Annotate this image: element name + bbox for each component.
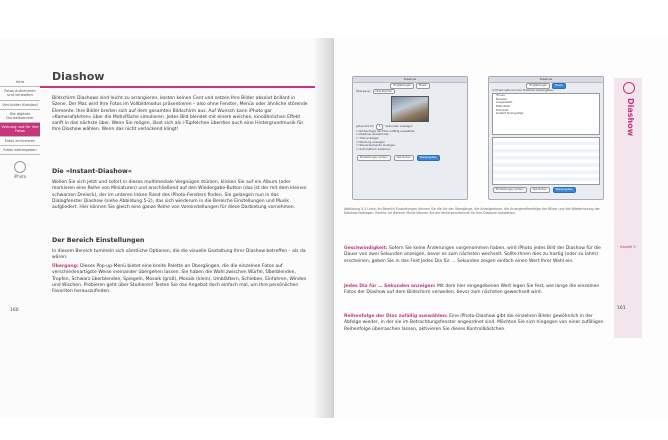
- music-source-item: Bibliothek: [496, 103, 510, 108]
- option-row: ☐ Steuerelemente anzeigen: [356, 143, 396, 148]
- music-source-item: Podcasts: [496, 107, 509, 112]
- tab-einstellungen: Einstellungen: [390, 83, 414, 89]
- sidebar-item-active: Verbung und für ihre Fotos: [0, 123, 40, 136]
- option-row: ☐ Diashow wiederholen: [356, 132, 390, 137]
- screenshot-settings: Diashow Einstellungen Musik Übergang: Überblenden Jedes Dia für 2 Sekunden anzeigen ☐ Reihenfolge der Dias zufällig auswählen ☐ Diashow wiederholen ☐ Titel anzeigen ☐ Wertung anzeigen ☐ Steuerelemente anzeigen ☐ Automatisch skalieren Einstellungen sichern Abbrechen Wiedergeben: [352, 76, 468, 200]
- transition-preview-image: [391, 96, 429, 122]
- dauer-term: Jedes Dia für … Sekunden anzeigen:: [344, 284, 436, 289]
- left-sidebar: [0, 38, 40, 408]
- reihenfolge-item: [344, 314, 606, 333]
- figure-caption: Abbildung 5-2 Links: Im Bereich Einstellungen können Sie die Art der Übergänge, die Anzeigedauer, die Anzeigereihenfolge der Bilder und die Wiederholung der Diashow festlegen. Rechts: Im Bereich Musik können Sie die Hintergrundmusik für Ihre Diashow auswählen.: [344, 207, 600, 216]
- transition-label: Übergang:: [356, 88, 371, 93]
- chapter-tab-title: Diashow: [626, 98, 635, 137]
- left-page: [0, 38, 334, 418]
- dauer-text: Mit dem hier eingegebenen Wert legen Sie fest, wie lange die einzelnen Fotos der Diashow auf dem Bildschirm verweilen, bevor zum nächsten gewechselt wird.: [344, 284, 600, 296]
- dialog-title: Diashow: [489, 77, 603, 83]
- slide-duration-label: Jedes Dia für: [356, 124, 374, 129]
- screenshot-music: [488, 76, 604, 200]
- sidebar-item-weitergeben: Fotos weitergeben: [0, 146, 40, 155]
- page-number-left: 160: [10, 308, 19, 313]
- chapter-label: Kapitel 5: [620, 245, 636, 249]
- dauer-item: [344, 284, 606, 297]
- option-row: ☐ Automatisch skalieren: [356, 146, 391, 151]
- cancel-button: Abbrechen: [394, 155, 414, 161]
- tab-einstellungen: Einstellungen: [526, 83, 550, 89]
- music-source-item: iTunes: [496, 93, 505, 98]
- uebergang-item: [52, 264, 310, 295]
- option-row: ☐ Titel anzeigen: [356, 135, 380, 140]
- sidebar-item-intro: Intro: [0, 78, 40, 87]
- background-top: [0, 0, 668, 38]
- page-number-right: 161: [617, 306, 626, 311]
- sidebar-item-dunkelkammer: Die digitale Dunkelkammer: [0, 110, 40, 123]
- save-settings-button: Einstellungen sichern: [357, 155, 391, 161]
- background-bottom: [0, 418, 668, 440]
- tab-musik: Musik: [552, 83, 565, 89]
- geschwindigkeit-text: Sofern Sie keine Änderungen vorgenommen haben, wird iPhoto jedes Bild der Diashow für die Dauer von zwei Sekunden anzeigen, bevor es zum nächsten wechselt. Sollte Ihnen dies zu hastig (oder zu lahm) erscheinen, geben Sie in das Feld Jedes Dia für … Sekunden zeigen einfach einen Wert Ihrer Wahl ein.: [344, 246, 601, 264]
- tab-musik: Musik: [416, 83, 429, 89]
- play-button: Wiedergeben: [417, 155, 440, 161]
- music-source-item: Beispiel: [496, 96, 507, 101]
- slideshow-icon: [623, 82, 635, 94]
- title-rule: [40, 86, 315, 88]
- save-settings-button: Einstellungen sichern: [493, 187, 527, 193]
- play-button: Wiedergeben: [553, 187, 576, 193]
- iphoto-icon: [14, 161, 26, 173]
- geschwindigkeit-item: [344, 246, 606, 265]
- slide-duration-unit: Sekunden anzeigen: [385, 124, 413, 129]
- page-title: Diashow: [52, 70, 105, 83]
- transition-popup: Überblenden: [373, 89, 396, 95]
- geschwindigkeit-term: Geschwindigkeit:: [344, 246, 388, 251]
- cancel-button: Abbrechen: [530, 187, 550, 193]
- music-source-item: Zuletzt hinzugefügt: [496, 111, 524, 116]
- option-row: ☐ Wertung anzeigen: [356, 139, 385, 144]
- instant-paragraph: Wollen Sie sich jetzt und sofort in dieses multimediale Vergnügen stürzen, klicken Sie auf ein Album (oder markieren eine Reihe von Miniaturen) und anschließend auf den Wiedergabe-Button (das ist der mit dem kleinen schwarzen Dreieck), der im unteren linken Rand des iPhoto-Fensters finden. Sie gelangen nun in das Dialogfenster Diashow (siehe Abbildung 5-2), das sich wiederum in die Bereiche Einstellungen und Musik aufgliedert. Hier können Sie gleich eine ganze Reihe von Voreinstellungen für diese Darbietung vornehmen.: [52, 180, 307, 211]
- section-heading-instant: Die »Instant-Diashow«: [52, 168, 132, 175]
- music-source-item: Ausgewählt: [496, 100, 513, 105]
- sidebar-footer: iPhoto: [13, 174, 27, 180]
- song-list: [492, 137, 600, 185]
- section-heading-einstellungen: Der Bereich Einstellungen: [52, 237, 145, 244]
- einstellungen-paragraph: In diesem Bereich tummeln sich sämtliche Optionen, die die visuelle Gestaltung Ihrer Diashow betreffen – als da wären:: [52, 249, 306, 261]
- option-row: ☐ Reihenfolge der Dias zufällig auswählen: [356, 128, 416, 133]
- dialog-title: Diashow: [353, 77, 467, 83]
- sidebar-item-archivieren: Fotos archivieren: [0, 137, 40, 146]
- sidebar-item-kreislauf: Verrückter Kreislauf: [0, 101, 40, 110]
- sidebar-item-fotos: Fotos Aufnehmen und verwalten: [0, 87, 40, 100]
- music-checkbox: ☑ Musik während der Diashow wiedergeben: [492, 87, 554, 92]
- reihenfolge-term: Reihenfolge der Dias zufällig auswählen:: [344, 314, 448, 319]
- intro-paragraph: Bildschirm Diashows sind leicht zu arrangieren, kosten keinen Cent und setzen Ihre Bilder absolut brillant in Szene. Der Mac wird Ihre Fotos im Vollbildmodus präsentieren – also ohne Fenster, Menüs oder ähnliche störende Elemente. Ihre Bilder breiten sich auf dem gesamten Bildschirm aus. Auf Wunsch kann iPhoto gar »Kamerafahrten« über die Motivfläche simulieren. Jedes Bild blendet mit einem weichen, kinoähnlichen Effekt sanft in das nächste über. Wenn Sie mögen, lässt sich als i-Tüpfelchen überdies auch eine Hintergrundmusik für Ihre Diashow wählen. Wenn das nicht verlockend klingt!: [52, 96, 308, 133]
- uebergang-text: Dieses Pop-up-Menü bietet eine breite Palette an Übergängen, die die einzelnen Fotos auf verschiedenartigste Weise ineinander übergehen lassen. Sie haben die Wahl zwischen Würfel, Überblenden, Tropfen, Schwarz überblenden, Spiegeln, Mosaik (groß), Mosaik (klein), Umblättern, Schieben, Einfahren, Winden und Wischen. Probieren geht über Studieren! Testen Sie das Angebot doch einfach mal, um Ihre persönlichen Favoriten herauszufinden.: [52, 264, 307, 295]
- uebergang-term: Übergang:: [52, 264, 79, 269]
- reihenfolge-text: Eine iPhoto-Diashow gibt die einzelnen Bilder gewöhnlich in der Abfolge wieder, in der sie im Betrachtungsfenster angeordnet sind. Möchten Sie sich hingegen von einer zufälligen Reihenfolge überraschen lassen, aktivieren Sie dieses Kontrollkästchen.: [344, 314, 604, 332]
